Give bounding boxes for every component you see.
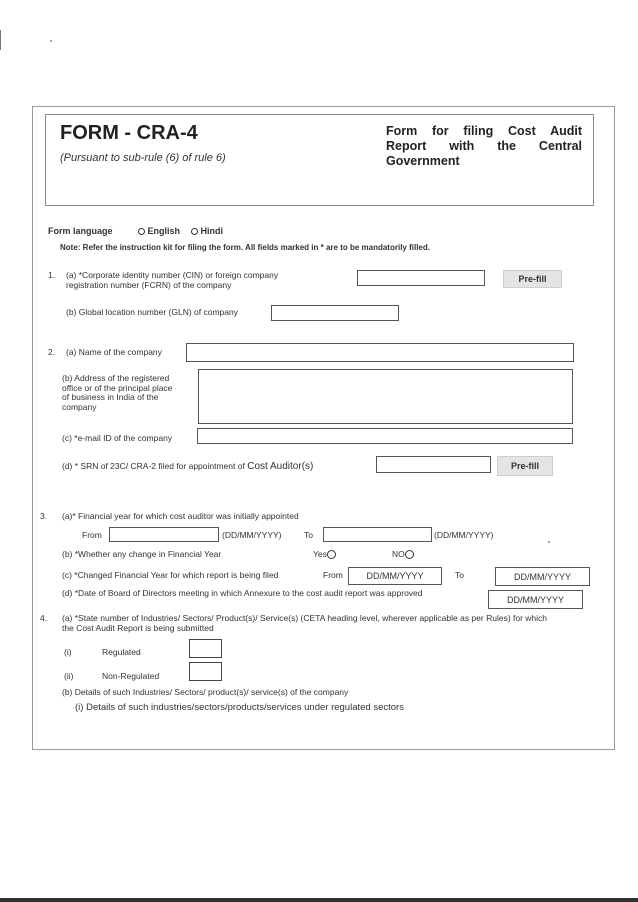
fy-label: (a)* Financial year for which cost auditor was initially appointed xyxy=(62,511,299,521)
form-title: FORM - CRA-4 xyxy=(60,122,198,144)
language-label: Form language xyxy=(48,226,113,236)
section-4-number: 4. xyxy=(40,613,48,623)
industries-count-label: (a) *State number of Industries/ Sectors/ Product(s)/ Service(s) (CETA heading level, wherever applicable as per Rules) for which the Cost Audit Report is being submitted xyxy=(62,613,548,633)
changed-fy-from-input[interactable]: DD/MM/YYYY xyxy=(348,567,442,585)
fy-from-input[interactable] xyxy=(109,527,219,542)
non-regulated-count-input[interactable] xyxy=(189,662,222,681)
board-meeting-date-input[interactable]: DD/MM/YYYY xyxy=(488,590,583,609)
non-regulated-label: Non-Regulated xyxy=(102,671,160,681)
fy-from-format: (DD/MM/YYYY) xyxy=(222,530,282,540)
srn-prefill-button[interactable]: Pre-fill xyxy=(497,456,553,476)
no-radio[interactable] xyxy=(405,550,414,559)
section-1-number: 1. xyxy=(48,270,56,280)
cin-input[interactable] xyxy=(357,270,485,286)
address-textarea[interactable] xyxy=(198,369,573,424)
fy-change-no-option[interactable]: NO xyxy=(392,549,414,559)
regulated-details-label: (i) Details of such industries/sectors/products/services under regulated sectors xyxy=(75,702,404,713)
form-description-line: Report with the Central xyxy=(386,139,582,153)
hindi-radio[interactable] xyxy=(191,228,198,235)
form-description-line: Form for filing Cost Audit xyxy=(386,124,582,138)
section-3-number: 3. xyxy=(40,511,48,521)
language-english-option[interactable]: English xyxy=(138,226,180,236)
form-subtitle: (Pursuant to sub-rule (6) of rule 6) xyxy=(60,152,226,164)
language-hindi-option[interactable]: Hindi xyxy=(191,226,223,236)
regulated-num: (i) xyxy=(64,647,72,657)
form-description xyxy=(386,124,582,169)
fy-change-label: (b) *Whether any change in Financial Year xyxy=(62,549,222,559)
fy-to-label: To xyxy=(304,530,313,540)
gln-input[interactable] xyxy=(271,305,399,321)
company-name-label: (a) Name of the company xyxy=(66,347,162,357)
srn-label: (d) * SRN of 23C/ CRA-2 filed for appointment of Cost Auditor(s) xyxy=(62,461,314,472)
srn-input[interactable] xyxy=(376,456,491,473)
scan-speck xyxy=(50,40,52,42)
english-radio[interactable] xyxy=(138,228,145,235)
regulated-label: Regulated xyxy=(102,647,141,657)
fy-to-format: (DD/MM/YYYY) xyxy=(434,530,494,540)
form-description-line: Government xyxy=(386,154,460,168)
fy-from-label: From xyxy=(82,530,102,540)
non-regulated-num: (ii) xyxy=(64,671,74,681)
regulated-count-input[interactable] xyxy=(189,639,222,658)
industries-details-label: (b) Details of such Industries/ Sectors/ product(s)/ service(s) of the company xyxy=(62,687,349,697)
section-2-number: 2. xyxy=(48,347,56,357)
board-meeting-label: (d) *Date of Board of Directors meeting in which Annexure to the cost audit report was approved xyxy=(62,588,423,598)
email-label: (c) *e-mail ID of the company xyxy=(62,433,173,443)
scan-bottom-edge xyxy=(0,898,638,902)
yes-radio[interactable] xyxy=(327,550,336,559)
changed-fy-label: (c) *Changed Financial Year for which report is being filed xyxy=(62,570,279,580)
fy-change-yes-option[interactable]: Yes xyxy=(313,549,336,559)
changed-fy-to-label: To xyxy=(455,570,464,580)
changed-fy-from-label: From xyxy=(323,570,343,580)
email-input[interactable] xyxy=(197,428,573,444)
fy-to-input[interactable] xyxy=(323,527,432,542)
company-name-input[interactable] xyxy=(186,343,574,362)
cin-label: (a) *Corporate identity number (CIN) or foreign company registration number (FCRN) of the company xyxy=(66,270,279,290)
address-label: (b) Address of the registered office or of the principal place of business in India of the company xyxy=(62,373,173,412)
mandatory-note: Note: Refer the instruction kit for filing the form. All fields marked in * are to be mandatorily filled. xyxy=(60,243,430,252)
cin-prefill-button[interactable]: Pre-fill xyxy=(503,270,562,288)
scan-edge xyxy=(0,30,1,50)
changed-fy-to-input[interactable]: DD/MM/YYYY xyxy=(495,567,590,586)
gln-label: (b) Global location number (GLN) of company xyxy=(66,307,238,317)
